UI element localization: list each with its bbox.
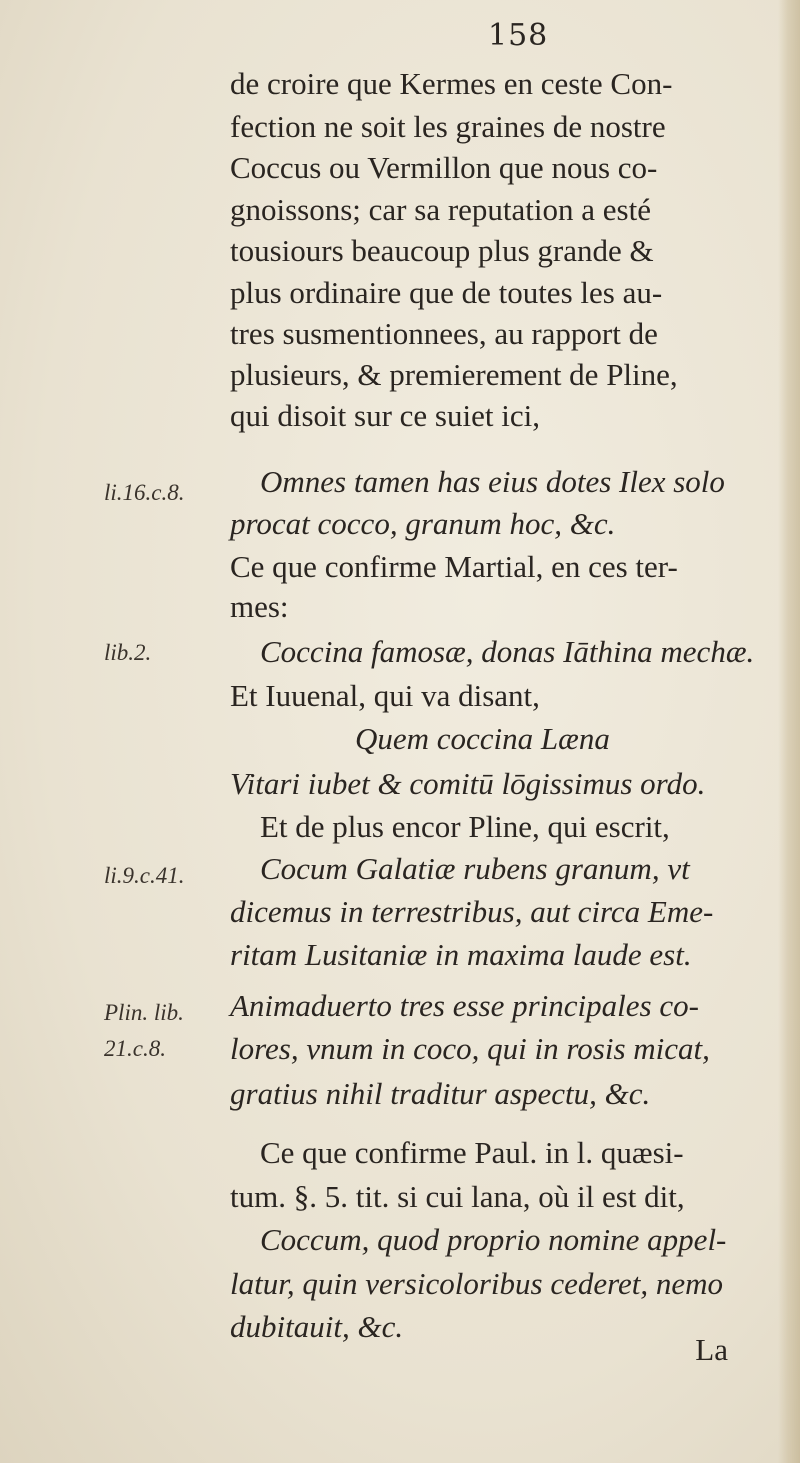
text-line: Coccum, quod proprio nomine appel- (260, 1222, 727, 1257)
margin-note: li.9.c.41. (104, 863, 185, 888)
page-edge-shadow (778, 0, 800, 1463)
text-line: tousiours beaucoup plus grande & (230, 233, 654, 268)
text-line: Quem coccina Læna (355, 721, 610, 756)
text-line: ritam Lusitaniæ in maxima laude est. (230, 937, 692, 972)
text-line: de croire que Kermes en ceste Con- (230, 66, 673, 101)
text-line: Vitari iubet & comitū lōgissimus ordo. (230, 766, 706, 801)
text-line: tum. §. 5. tit. si cui lana, où il est dit, (230, 1179, 685, 1214)
text-line: dicemus in terrestribus, aut circa Eme- (230, 894, 714, 929)
text-line: Omnes tamen has eius dotes Ilex solo (260, 464, 725, 499)
text-line: lores, vnum in coco, qui in rosis micat, (230, 1031, 710, 1066)
text-line: plus ordinaire que de toutes les au- (230, 275, 663, 310)
text-line: fection ne soit les graines de nostre (230, 109, 666, 144)
margin-note: lib.2. (104, 640, 152, 665)
page-number: 158 (488, 18, 549, 53)
text-line: dubitauit, &c. (230, 1309, 404, 1344)
text-line: plusieurs, & premierement de Pline, (230, 357, 678, 392)
text-line: tres susmentionnees, au rapport de (230, 316, 658, 351)
margin-note: 21.c.8. (104, 1036, 166, 1061)
text-line: Et de plus encor Pline, qui escrit, (260, 809, 670, 844)
text-line: qui disoit sur ce suiet ici, (230, 398, 540, 433)
catchword: La (695, 1332, 728, 1367)
text-line: gnoissons; car sa reputation a esté (230, 192, 651, 227)
text-line: Ce que confirme Paul. in l. quæsi- (260, 1135, 684, 1170)
text-line: gratius nihil traditur aspectu, &c. (230, 1076, 651, 1111)
text-line: Cocum Galatiæ rubens granum, vt (260, 851, 690, 886)
text-line: latur, quin versicoloribus cederet, nemo (230, 1266, 724, 1301)
text-line: Coccus ou Vermillon que nous co- (230, 150, 658, 185)
text-line: mes: (230, 589, 289, 624)
text-line: procat cocco, granum hoc, &c. (230, 506, 616, 541)
text-line: Et Iuuenal, qui va disant, (230, 678, 540, 713)
text-line: Coccina famosæ, donas Iāthina mechæ. (260, 634, 755, 669)
margin-note: Plin. lib. (104, 1000, 184, 1025)
text-line: Ce que confirme Martial, en ces ter- (230, 549, 678, 584)
text-line: Animaduerto tres esse principales co- (230, 988, 699, 1023)
margin-note: li.16.c.8. (104, 480, 185, 505)
